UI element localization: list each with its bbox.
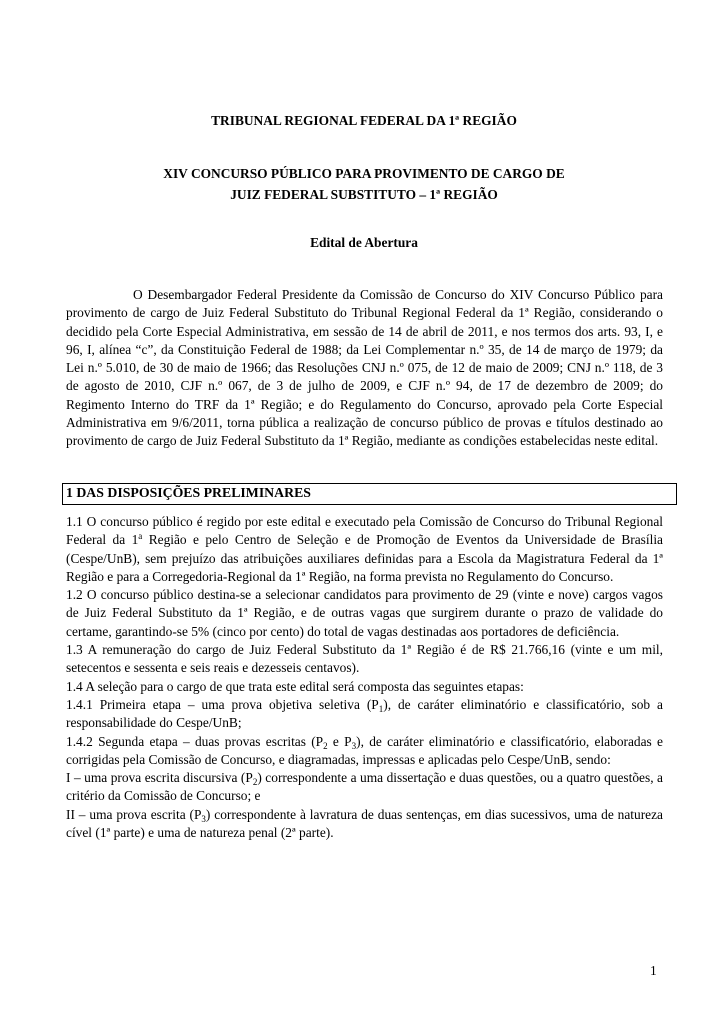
clause-1-4-2-text-b: ), de caráter eliminatório e classificatório, elaboradas e corrigidas pela Comissão de Concurso, e diagramadas, impressas e aplicadas pelo Cespe/UnB, sendo: [66,733,663,767]
clause-1-4: 1.4 A seleção para o cargo de que trata este edital será composta das seguintes etapas: [66,678,524,694]
court-title: TRIBUNAL REGIONAL FEDERAL DA 1ª REGIÃO [211,113,517,128]
contest-title-line-2: JUIZ FEDERAL SUBSTITUTO – 1ª REGIÃO [230,187,498,202]
clause-1-4-2-subscript-2: 3 [351,740,357,751]
clause-1-4-1-subscript: 1 [378,703,384,714]
section-heading: 1 DAS DISPOSIÇÕES PRELIMINARES [66,485,311,500]
page-number: 1 [650,963,657,978]
clause-item-i [66,769,663,806]
clause-1-4-2-subscript-1: 2 [323,740,328,751]
clause-1-4-1 [66,696,663,733]
clause-item-ii-subscript: 3 [201,813,206,824]
clause-1-4-2-text-mid: e P [327,733,352,749]
clause-1-4-1-text-a: 1.4.1 Primeira etapa – uma prova objetiva seletiva (P [66,696,379,712]
clause-1-1 [66,513,663,586]
clause-1-1-superscript: a [138,531,143,542]
clause-item-ii [66,806,663,843]
intro-paragraph [66,286,663,451]
clause-1-1-text-a: 1.1 O concurso público é regido por este edital e executado pela Comissão de Concurso do Tribunal Regional Federal da 1 [66,514,663,548]
section-body [66,513,663,842]
clause-item-i-text-b: ) correspondente a uma dissertação e duas questões, ou a quatro questões, a critério da Comissão de Concurso; e [66,770,663,804]
clause-item-ii-text-a: II – uma prova escrita (P [66,806,202,822]
clause-1-4-2-text-a: 1.4.2 Segunda etapa – duas provas escritas (P [66,733,324,749]
clause-1-2: 1.2 O concurso público destina-se a selecionar candidatos para provimento de 29 (vinte e nove) cargos vagos de Juiz Federal Substituto da 1ª Região, e de outras vagas que surgirem durante o prazo de validade do certame, garantindo-se 5% (cinco por cento) do total de vagas destinadas aos portadores de deficiência. [66,587,663,639]
clause-item-ii-text-b: ) correspondente à lavratura de duas sentenças, em dias sucessivos, uma de natureza cível (1ª parte) e uma de natureza penal (2ª parte). [66,806,663,841]
clause-item-i-subscript: 2 [252,777,258,788]
clause-1-1-text-b: Região e pelo Centro de Seleção e de Promoção de Eventos da Universidade de Brasília (Cespe/UnB), sem prejuízo das atribuições auxiliares definidas para a Escola da Magistratura Federal da 1ª Região e para a Corregedoria-Regional da 1ª Região, na forma prevista no Regulamento do Concurso. [66,532,663,584]
clause-1-4-1-text-b: ), de caráter eliminatório e classificatório, sob a responsabilidade do Cespe/UnB; [66,696,664,731]
clause-1-3: 1.3 A remuneração do cargo de Juiz Federal Substituto da 1ª Região é de R$ 21.766,16 (vinte e um mil, setecentos e sessenta e seis reais e dezesseis centavos). [66,642,663,676]
intro-text: O Desembargador Federal Presidente da Comissão de Concurso do XIV Concurso Público para provimento de cargo de Juiz Federal Substituto do Tribunal Regional Federal da 1ª Região, considerando o decidido pela Corte Especial Administrativa, em sessão de 14 de abril de 2011, e nos termos dos arts. 93, I, e 96, I, alínea “c”, da Constituição Federal de 1988; da Lei Complementar n.º 35, de 14 de março de 1979; da Lei n.º 5.010, de 30 de maio de 1966; das Resoluções CNJ n.º 075, de 12 de maio de 2009; CNJ n.º 118, de 3 de agosto de 2010, CJF n.º 067, de 3 de julho de 2009, e CJF n.º 94, de 17 de dezembro de 2009; do Regimento Interno do TRF da 1ª Região; e do Regulamento do Concurso, aprovado pela Corte Especial Administrativa em 9/6/2011, torna pública a realização de concurso público de provas e títulos destinado ao provimento de cargo de Juiz Federal Substituto da 1ª Região, mediante as condições estabelecidas neste edital. [66,287,663,449]
contest-title-line-1: XIV CONCURSO PÚBLICO PARA PROVIMENTO DE CARGO DE [163,166,565,181]
clause-1-4-2 [66,733,663,770]
edital-heading: Edital de Abertura [310,235,418,250]
clause-item-i-text-a: I – uma prova escrita discursiva (P [66,770,253,786]
